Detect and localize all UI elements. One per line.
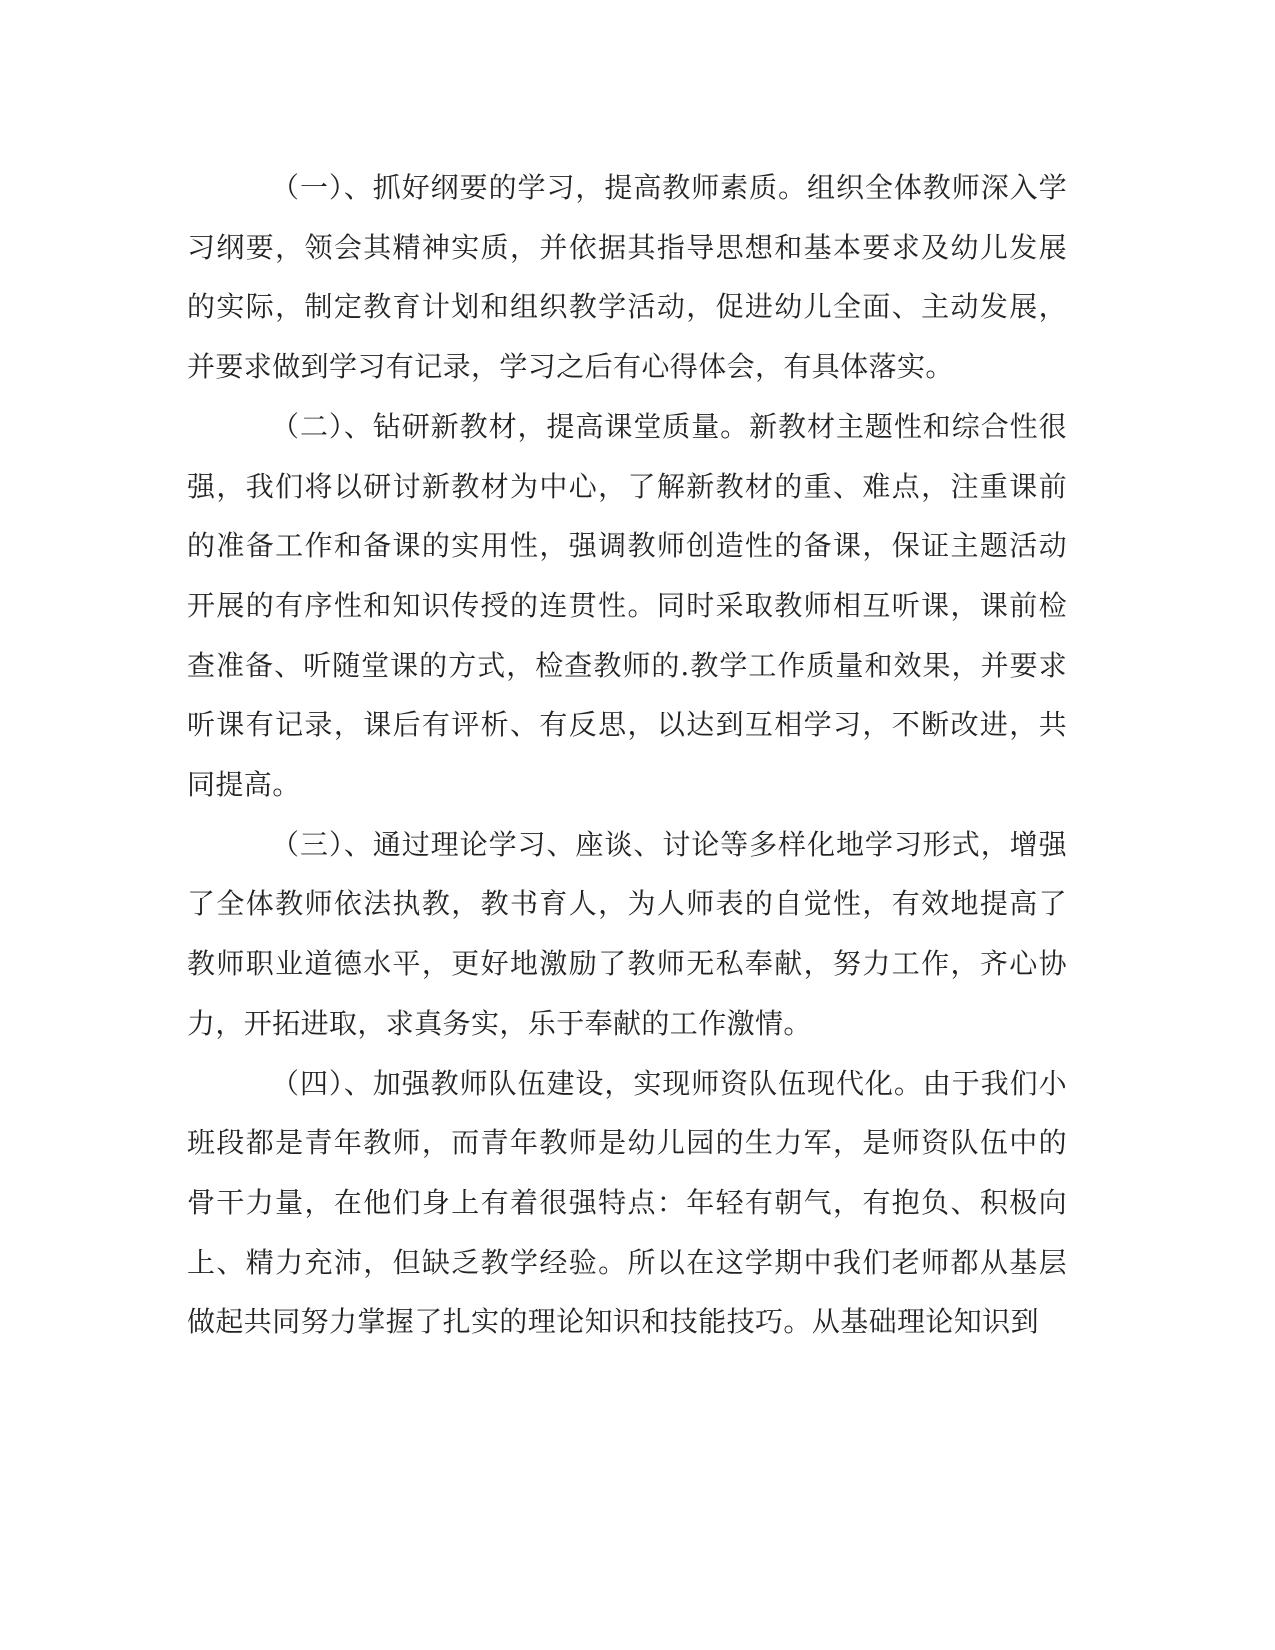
paragraph-4: （四）、加强教师队伍建设，实现师资队伍现代化。由于我们小班段都是青年教师，而青年教师是幼儿园的生力军，是师资队伍中的骨干力量，在他们身上有着很强特点：年轻有朝气，有抱负、积极向上、精力充沛，但缺乏教学经验。所以在这学期中我们老师都从基层做起共同努力掌握了扎实的理论知识和技能技巧。从基础理论知识到 (187, 1066, 1067, 1339)
paragraph-3: （三）、通过理论学习、座谈、讨论等多样化地学习形式，增强了全体教师依法执教，教书育人，为人师表的自觉性，有效地提高了教师职业道德水平，更好地激励了教师无私奉献，努力工作，齐心协力，开拓进取，求真务实，乐于奉献的工作激情。 (187, 827, 1067, 1040)
document-body (187, 158, 1067, 1352)
paragraph-1: （一）、抓好纲要的学习，提高教师素质。组织全体教师深入学习纲要，领会其精神实质，并依据其指导思想和基本要求及幼儿发展的实际，制定教育计划和组织教学活动，促进幼儿全面、主动发展，并要求做到学习有记录，学习之后有心得体会，有具体落实。 (187, 171, 1067, 384)
paragraph-2: （二）、钻研新教材，提高课堂质量。新教材主题性和综合性很强，我们将以研讨新教材为中心，了解新教材的重、难点，注重课前的准备工作和备课的实用性，强调教师创造性的备课，保证主题活动开展的有序性和知识传授的连贯性。同时采取教师相互听课，课前检查准备、听随堂课的方式，检查教师的.教学工作质量和效果，并要求听课有记录，课后有评析、有反思，以达到互相学习，不断改进，共同提高。 (187, 409, 1067, 802)
